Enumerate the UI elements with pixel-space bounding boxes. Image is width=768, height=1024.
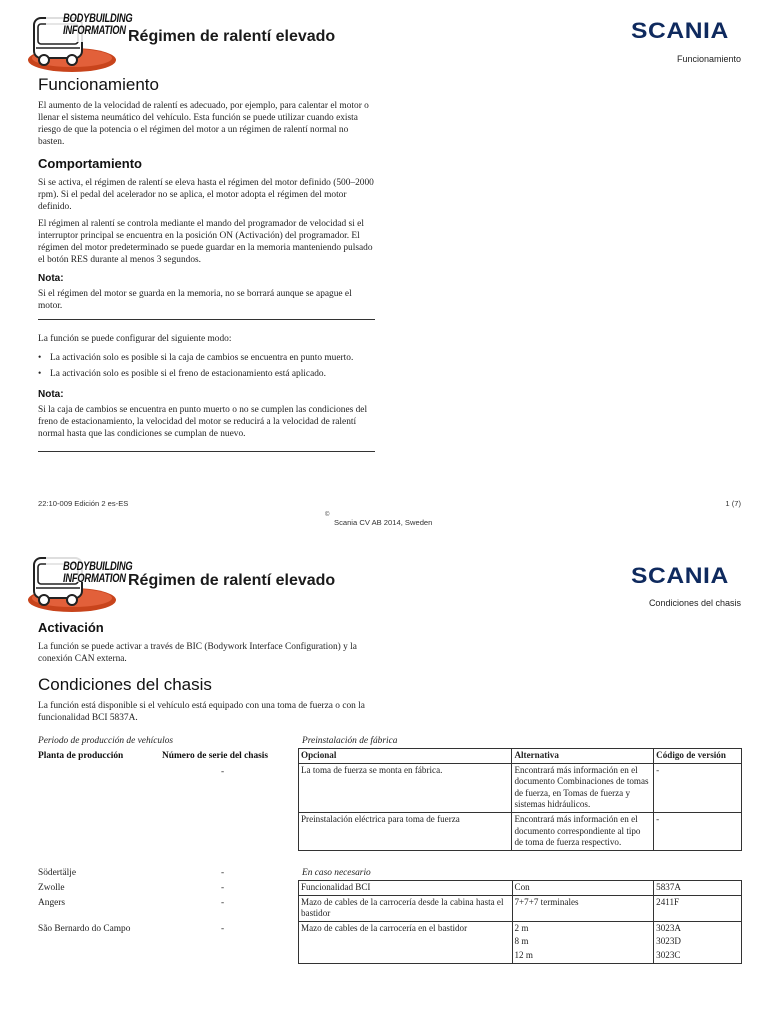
- bullet-list: [38, 352, 378, 380]
- copyright-icon: ©: [325, 512, 330, 518]
- list-item-text: La activación solo es posible si el freno de estacionamiento está aplicado.: [50, 369, 326, 379]
- column-header-alternative: Alternativa: [512, 749, 654, 764]
- table-cell: 12 m: [512, 949, 654, 963]
- needed-table: [298, 880, 742, 964]
- column-header-serial: Número de serie del chasis: [162, 751, 269, 761]
- section-tag: Funcionamiento: [676, 54, 741, 64]
- scania-logo: SCANIA: [631, 18, 729, 43]
- table-row: [299, 895, 742, 921]
- table-cell: 2 m: [512, 921, 654, 935]
- production-row-plant: Södertälje: [38, 868, 77, 878]
- heading-activacion: Activación: [38, 620, 104, 635]
- heading-funcionamiento: Funcionamiento: [38, 75, 159, 94]
- production-row-serial: -: [221, 767, 225, 777]
- table-cell: Encontrará más información en el documento Combinaciones de tomas de fuerza, en Tomas de fuerza y sistemas hidráulicos.: [512, 763, 654, 812]
- column-header-code: Código de versión: [654, 749, 742, 764]
- list-item: [38, 352, 378, 364]
- production-row-plant: Angers: [38, 898, 66, 908]
- bullet-icon: •: [38, 369, 42, 379]
- logo-line-2: INFORMATION: [63, 23, 126, 37]
- note-label: Nota:: [38, 273, 64, 284]
- table-row: [299, 812, 742, 850]
- needed-caption: En caso necesario: [302, 868, 371, 878]
- table-cell: -: [654, 763, 742, 812]
- column-header-plant: Planta de producción: [38, 751, 124, 761]
- table-cell: Mazo de cables de la carrocería en el bastidor: [299, 921, 513, 963]
- table-cell: 3023C: [654, 949, 742, 963]
- table-cell: Mazo de cables de la carrocería desde la cabina hasta el bastidor: [299, 895, 513, 921]
- footer-doc-id: 22:10-009 Edición 2 es-ES: [38, 499, 129, 508]
- paragraph-funcionamiento: El aumento de la velocidad de ralentí es adecuado, por ejemplo, para calentar el motor o llenar el sistema neumático del vehículo. Esta función se puede utilizar cuando exista riesgo de que la potencia o el régimen del motor a un régimen de ralentí normal no basten.: [38, 101, 369, 147]
- factory-table: [298, 748, 742, 851]
- footer-copyright: Scania CV AB 2014, Sweden: [334, 518, 433, 527]
- note-text: Si la caja de cambios se encuentra en punto muerto o no se cumplen las condiciones del freno de estacionamiento, la velocidad del motor se reducirá a la velocidad de ralentí normal hasta que las condiciones se cumplan de nuevo.: [38, 405, 368, 439]
- production-row-serial: -: [221, 868, 225, 878]
- list-item-text: La activación solo es posible si la caja de cambios se encuentra en punto muerto.: [50, 353, 354, 363]
- logo-text: [63, 560, 132, 584]
- production-row-serial: -: [221, 924, 225, 934]
- divider: [38, 319, 375, 320]
- table-cell: 8 m: [512, 935, 654, 949]
- table-cell: 7+7+7 terminales: [512, 895, 654, 921]
- heading-condiciones: Condiciones del chasis: [38, 675, 212, 694]
- table-cell: Preinstalación eléctrica para toma de fuerza: [299, 812, 512, 850]
- page-title: Régimen de ralentí elevado: [128, 28, 336, 45]
- paragraph-activacion: La función se puede activar a través de BIC (Bodywork Interface Configuration) y la conexión CAN externa.: [38, 642, 357, 664]
- footer-page-number: 1 (7): [725, 499, 741, 508]
- table-cell: Con: [512, 881, 654, 896]
- logo-line-2: INFORMATION: [63, 571, 126, 585]
- logo-line-1: BODYBUILDING: [63, 11, 133, 25]
- column-header-optional: Opcional: [299, 749, 512, 764]
- page-title: Régimen de ralentí elevado: [128, 572, 336, 589]
- production-row-serial: -: [221, 898, 225, 908]
- table-cell: La toma de fuerza se monta en fábrica.: [299, 763, 512, 812]
- paragraph-condiciones: La función está disponible si el vehículo está equipado con una toma de fuerza o con la funcionalidad BCI 5837A.: [38, 701, 365, 723]
- production-row-plant: São Bernardo do Campo: [38, 924, 131, 934]
- note-label: Nota:: [38, 389, 64, 400]
- table-row: [299, 881, 742, 896]
- table-row: [299, 921, 742, 935]
- table-cell: 5837A: [654, 881, 742, 896]
- logo-line-1: BODYBUILDING: [63, 559, 133, 573]
- table-header-row: [299, 749, 742, 764]
- logo-text: [63, 12, 132, 36]
- table-row: [299, 763, 742, 812]
- table-cell: 3023D: [654, 935, 742, 949]
- heading-comportamiento: Comportamiento: [38, 156, 142, 171]
- scania-logo: SCANIA: [631, 563, 729, 588]
- bullet-icon: •: [38, 353, 42, 363]
- table-cell: 3023A: [654, 921, 742, 935]
- factory-caption: Preinstalación de fábrica: [302, 736, 398, 746]
- production-row-serial: -: [221, 883, 225, 893]
- table-cell: -: [654, 812, 742, 850]
- table-cell: 2411F: [654, 895, 742, 921]
- list-item: [38, 368, 378, 380]
- table-cell: Encontrará más información en el documento correspondiente al tipo de toma de fuerza respectivo.: [512, 812, 654, 850]
- production-caption: Periodo de producción de vehículos: [38, 736, 174, 746]
- paragraph-comportamiento-1: Si se activa, el régimen de ralentí se eleva hasta el régimen del motor definido (500–2000 rpm). Si el pedal del acelerador no se aplica, el motor adopta el régimen del motor definido.: [38, 178, 374, 212]
- divider: [38, 451, 375, 452]
- paragraph-comportamiento-2: El régimen al ralentí se controla mediante el mando del programador de velocidad si el interruptor principal se encuentra en la posición ON (Activación) del programador. El régimen del motor predeterminado se puede guardar en la memoria manteniendo pulsado el botón RES durante al menos 3 segundos.: [38, 219, 373, 265]
- production-row-plant: Zwolle: [38, 883, 65, 893]
- section-tag: Condiciones del chasis: [648, 598, 741, 608]
- note-text: Si el régimen del motor se guarda en la memoria, no se borrará aunque se apague el motor.: [38, 289, 352, 311]
- table-cell: Funcionalidad BCI: [299, 881, 513, 896]
- paragraph-config: La función se puede configurar del siguiente modo:: [38, 334, 232, 344]
